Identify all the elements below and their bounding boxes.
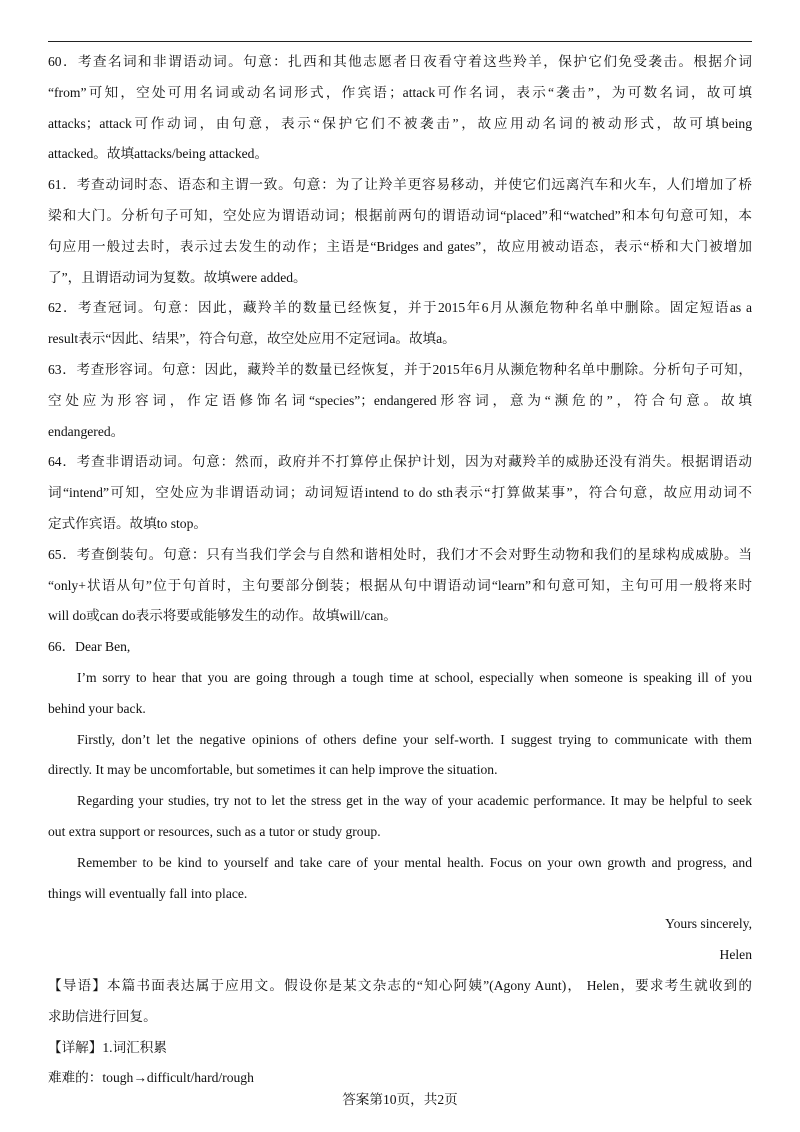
text-line: will do或can do表示将要或能够发生的动作。故填will/can。 [48,608,397,624]
vocab-line: 难难的：tough→difficult/hard/rough [48,1070,254,1086]
text-line: 65．考查倒装句。句意：只有当我们学会与自然和谐相处时，我们才不会对野生动物和我们的星球构成威胁。当 [48,546,752,562]
text-line: 求助信进行回复。 [48,1008,157,1024]
text-line: directly. It may be uncomfortable, but sometimes it can help improve the situation. [48,762,498,778]
text-line: attacks；attack可作动词，由句意，表示“保护它们不被袭击”，故应用动名词的被动形式，故可填being [48,115,752,131]
guide-section [48,971,752,1033]
text-line: “from”可知，空处可用名词或动名词形式，作宾语；attack可作名词，表示“袭击”，为可数名词，故可填 [48,84,752,100]
answer-item-60 [48,47,752,170]
text-line: 词“intend”可知，空处应为非谓语动词；动词短语intend to do sth表示“打算做某事”，符合句意，故应用动词不 [48,485,752,501]
text-line: 梁和大门。分析句子可知，空处应为谓语动词；根据前两句的谓语动词“placed”和“watched”和本句句意可知，本 [48,207,752,223]
text-line: “only+状语从句”位于句首时，主句要部分倒装；根据从句中谓语动词“learn”和句意可知，主句可用一般将来时 [48,577,752,593]
answer-item-64 [48,447,752,539]
text-line: 定式作宾语。故填to stop。 [48,515,207,531]
text-line: Regarding your studies, try not to let the stress get in the way of your academic performance. It may be helpful to seek [77,793,752,809]
detail-section [48,1033,752,1095]
text-line: endangered。 [48,423,125,439]
text-line: attacked。故填attacks/being attacked。 [48,146,269,162]
letter-paragraph [48,786,752,848]
text-line: things will eventually fall into place. [48,885,248,901]
answer-content [48,47,752,1094]
text-line: behind your back. [48,700,146,716]
answer-item-63 [48,355,752,447]
letter-closing: Yours sincerely, [665,916,752,932]
text-line: 61．考查动词时态、语态和主谓一致。句意：为了让羚羊更容易移动，并使它们远离汽车和火车，人们增加了桥 [48,177,752,193]
letter-paragraph [48,725,752,787]
answer-item-65 [48,540,752,632]
detail-heading: 【详解】1.词汇积累 [48,1039,167,1055]
letter-greeting: 66．Dear Ben, [48,639,131,655]
text-line: result表示“因此、结果”，符合句意，故空处应用不定冠词a。故填a。 [48,331,456,347]
text-line: Firstly, don’t let the negative opinions of others define your self-worth. I suggest trying to communicate with them [77,731,752,747]
letter-signature: Helen [719,947,752,963]
text-line: Remember to be kind to yourself and take care of your mental health. Focus on your own growth and progress, and [77,854,752,870]
text-line: 了”，且谓语动词为复数。故填were added。 [48,269,307,285]
text-line: 63．考查形容词。句意：因此，藏羚羊的数量已经恢复，并于2015年6月从濒危物种名单中删除。分析句子可知， [48,361,752,377]
text-line: 空处应为形容词，作定语修饰名词“species”；endangered形容词，意为“濒危的”，符合句意。故填 [48,392,752,408]
text-line: 60．考查名词和非谓语动词。句意：扎西和其他志愿者日夜看守着这些羚羊，保护它们免受袭击。根据介词 [48,54,752,69]
sample-letter [48,632,752,971]
text-line: 62．考查冠词。句意：因此，藏羚羊的数量已经恢复，并于2015年6月从濒危物种名单中删除。固定短语as a [48,300,752,316]
answer-item-62 [48,293,752,355]
text-line: 64．考查非谓语动词。句意：然而，政府并不打算停止保护计划，因为对藏羚羊的威胁还没有消失。根据谓语动 [48,454,752,470]
letter-paragraph [48,848,752,910]
page-footer: 答案第10页，共2页 [342,1092,458,1107]
text-line: I’m sorry to hear that you are going through a tough time at school, especially when someone is speaking ill of you [77,669,752,685]
text-line: out extra support or resources, such as a tutor or study group. [48,823,381,839]
text-line: 句应用一般过去时，表示过去发生的动作；主语是“Bridges and gates”，故应用被动语态，表示“桥和大门被增加 [48,238,752,254]
answer-item-61 [48,170,752,293]
letter-paragraph [48,663,752,725]
header-rule [48,41,752,42]
text-line: 【导语】本篇书面表达属于应用文。假设你是某文杂志的“知心阿姨”(Agony Aunt)， Helen，要求考生就收到的 [48,977,752,993]
